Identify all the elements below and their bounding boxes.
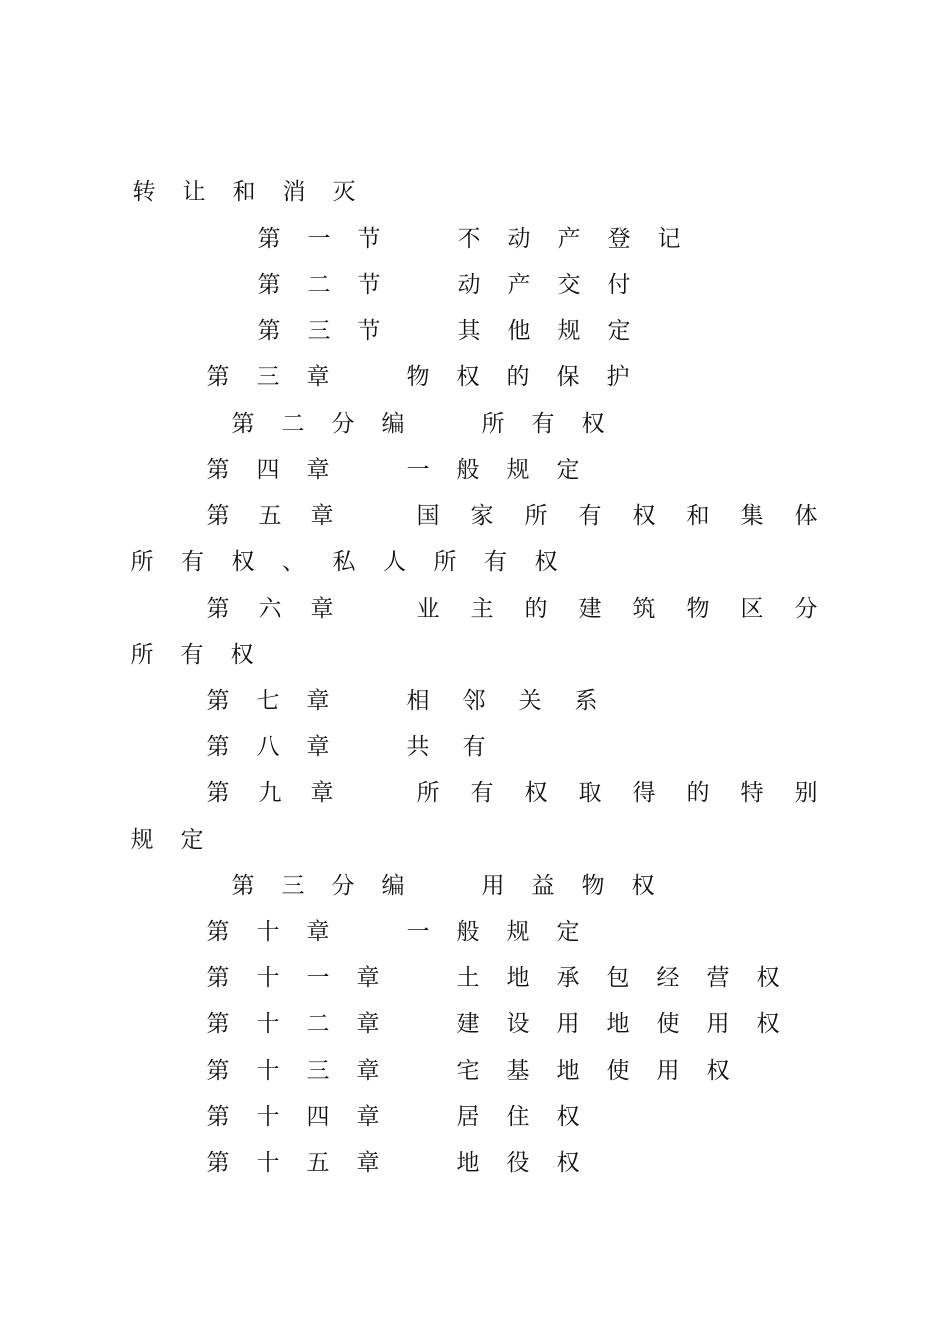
glyph: 规	[130, 827, 154, 853]
glyph: 第	[206, 364, 230, 390]
glyph: 有	[470, 780, 494, 806]
glyph: 国	[416, 503, 440, 529]
glyph: 动	[507, 226, 531, 252]
glyph: 第	[231, 873, 255, 899]
glyph: 所	[130, 549, 154, 575]
glyph: 三	[281, 873, 305, 899]
glyph: 三	[306, 1058, 330, 1084]
glyph: 居	[456, 1104, 480, 1130]
glyph: 十	[256, 919, 280, 945]
glyph: 七	[256, 688, 280, 714]
glyph: 取	[578, 780, 602, 806]
glyph: 土	[456, 965, 480, 991]
toc-line-continuation	[0, 826, 950, 872]
glyph: 权	[581, 411, 605, 437]
glyph: 规	[506, 919, 530, 945]
toc-chapter-line	[0, 502, 950, 548]
glyph: 灭	[332, 179, 356, 205]
glyph: 有	[462, 734, 486, 760]
toc-chapter-line	[0, 918, 950, 964]
glyph: 物	[406, 364, 430, 390]
glyph: 用	[656, 1058, 680, 1084]
glyph: 用	[556, 1011, 580, 1037]
glyph: 编	[381, 411, 405, 437]
glyph: 营	[706, 965, 730, 991]
glyph: 设	[506, 1011, 530, 1037]
glyph: 十	[256, 1150, 280, 1176]
glyph: 有	[531, 411, 555, 437]
glyph: 地	[506, 965, 530, 991]
glyph: 役	[506, 1150, 530, 1176]
toc-subpart-line	[0, 410, 950, 456]
glyph: 保	[556, 364, 580, 390]
glyph: 、	[282, 549, 305, 575]
glyph: 共	[406, 734, 430, 760]
glyph: 所	[130, 642, 154, 668]
glyph: 六	[258, 596, 282, 622]
glyph: 权	[456, 364, 480, 390]
glyph: 章	[356, 1011, 380, 1037]
glyph: 二	[281, 411, 305, 437]
glyph: 第	[206, 734, 230, 760]
glyph: 所	[524, 503, 548, 529]
glyph: 第	[206, 596, 230, 622]
glyph: 第	[206, 919, 230, 945]
glyph: 章	[306, 364, 330, 390]
toc-chapter-line	[0, 733, 950, 779]
glyph: 第	[206, 688, 230, 714]
toc-section-line	[0, 317, 950, 363]
glyph: 一	[307, 226, 331, 252]
glyph: 的	[686, 780, 710, 806]
glyph: 节	[357, 272, 381, 298]
glyph: 节	[357, 318, 381, 344]
glyph: 主	[470, 596, 494, 622]
glyph: 权	[534, 549, 558, 575]
glyph: 权	[230, 642, 254, 668]
glyph: 第	[257, 318, 281, 344]
glyph: 动	[457, 272, 481, 298]
glyph: 建	[456, 1011, 480, 1037]
glyph: 集	[740, 503, 764, 529]
glyph: 章	[306, 457, 330, 483]
glyph: 章	[306, 734, 330, 760]
glyph: 有	[180, 642, 204, 668]
toc-section-line	[0, 225, 950, 271]
glyph: 定	[556, 457, 580, 483]
glyph: 章	[356, 965, 380, 991]
glyph: 般	[456, 919, 480, 945]
glyph: 物	[581, 873, 605, 899]
glyph: 定	[607, 318, 631, 344]
glyph: 基	[506, 1058, 530, 1084]
glyph: 记	[657, 226, 681, 252]
glyph: 包	[606, 965, 630, 991]
glyph: 章	[310, 596, 334, 622]
glyph: 物	[686, 596, 710, 622]
glyph: 章	[356, 1104, 380, 1130]
glyph: 一	[406, 457, 430, 483]
toc-chapter-line	[0, 595, 950, 641]
glyph: 第	[231, 411, 255, 437]
glyph: 规	[557, 318, 581, 344]
glyph: 地	[556, 1058, 580, 1084]
glyph: 八	[256, 734, 280, 760]
glyph: 和	[232, 179, 256, 205]
glyph: 节	[357, 226, 381, 252]
glyph: 转	[132, 179, 156, 205]
glyph: 五	[306, 1150, 330, 1176]
glyph: 相	[406, 688, 430, 714]
toc-chapter-line	[0, 1010, 950, 1056]
toc-line-continuation	[0, 641, 950, 687]
glyph: 所	[433, 549, 457, 575]
glyph: 般	[456, 457, 480, 483]
glyph: 业	[416, 596, 440, 622]
glyph: 关	[518, 688, 542, 714]
glyph: 第	[206, 1150, 230, 1176]
toc-subpart-line	[0, 872, 950, 918]
glyph: 权	[706, 1058, 730, 1084]
toc-chapter-line	[0, 1103, 950, 1149]
glyph: 定	[180, 827, 204, 853]
glyph: 别	[794, 780, 818, 806]
glyph: 护	[606, 364, 630, 390]
glyph: 产	[557, 226, 581, 252]
glyph: 第	[206, 1011, 230, 1037]
glyph: 区	[740, 596, 764, 622]
glyph: 不	[457, 226, 481, 252]
toc-chapter-line	[0, 1057, 950, 1103]
glyph: 五	[258, 503, 282, 529]
glyph: 私	[332, 549, 356, 575]
glyph: 经	[656, 965, 680, 991]
glyph: 章	[306, 919, 330, 945]
glyph: 三	[256, 364, 280, 390]
toc-line-continuation	[0, 548, 950, 594]
glyph: 地	[456, 1150, 480, 1176]
glyph: 和	[686, 503, 710, 529]
glyph: 他	[507, 318, 531, 344]
glyph: 其	[457, 318, 481, 344]
toc-chapter-line	[0, 363, 950, 409]
glyph: 益	[531, 873, 555, 899]
glyph: 付	[607, 272, 631, 298]
glyph: 十	[256, 1011, 280, 1037]
glyph: 权	[556, 1150, 580, 1176]
glyph: 用	[481, 873, 505, 899]
glyph: 所	[481, 411, 505, 437]
glyph: 权	[631, 873, 655, 899]
glyph: 有	[181, 549, 204, 575]
glyph: 权	[756, 1011, 780, 1037]
glyph: 十	[256, 965, 280, 991]
toc-chapter-line	[0, 1149, 950, 1195]
glyph: 邻	[462, 688, 486, 714]
toc-section-line	[0, 271, 950, 317]
glyph: 定	[556, 919, 580, 945]
glyph: 二	[306, 1011, 330, 1037]
glyph: 的	[506, 364, 530, 390]
glyph: 权	[524, 780, 548, 806]
glyph: 第	[206, 780, 230, 806]
glyph: 筑	[632, 596, 656, 622]
glyph: 消	[282, 179, 306, 205]
glyph: 所	[416, 780, 440, 806]
glyph: 分	[794, 596, 818, 622]
glyph: 承	[556, 965, 580, 991]
toc-line-continuation	[0, 178, 950, 224]
toc-chapter-line	[0, 687, 950, 733]
glyph: 第	[206, 1058, 230, 1084]
glyph: 住	[506, 1104, 530, 1130]
toc-chapter-line	[0, 456, 950, 502]
glyph: 十	[256, 1104, 280, 1130]
glyph: 权	[231, 549, 255, 575]
glyph: 分	[331, 411, 355, 437]
glyph: 体	[794, 503, 818, 529]
glyph: 第	[206, 457, 230, 483]
glyph: 章	[356, 1150, 380, 1176]
glyph: 登	[607, 226, 631, 252]
glyph: 第	[206, 503, 230, 529]
glyph: 特	[740, 780, 764, 806]
glyph: 四	[306, 1104, 330, 1130]
glyph: 人	[383, 549, 406, 575]
glyph: 有	[484, 549, 507, 575]
glyph: 建	[578, 596, 602, 622]
glyph: 一	[406, 919, 430, 945]
glyph: 第	[257, 272, 281, 298]
glyph: 使	[606, 1058, 630, 1084]
glyph: 十	[256, 1058, 280, 1084]
glyph: 规	[506, 457, 530, 483]
toc-chapter-line	[0, 964, 950, 1010]
glyph: 章	[306, 688, 330, 714]
toc-chapter-line	[0, 779, 950, 825]
glyph: 权	[556, 1104, 580, 1130]
glyph: 交	[557, 272, 581, 298]
glyph: 权	[756, 965, 780, 991]
glyph: 第	[257, 226, 281, 252]
glyph: 章	[310, 503, 334, 529]
glyph: 让	[182, 179, 206, 205]
glyph: 第	[206, 1104, 230, 1130]
glyph: 分	[331, 873, 355, 899]
glyph: 的	[524, 596, 548, 622]
glyph: 产	[507, 272, 531, 298]
glyph: 用	[706, 1011, 730, 1037]
glyph: 九	[258, 780, 282, 806]
glyph: 有	[578, 503, 602, 529]
glyph: 地	[606, 1011, 630, 1037]
glyph: 第	[206, 965, 230, 991]
glyph: 家	[470, 503, 494, 529]
glyph: 章	[310, 780, 334, 806]
glyph: 宅	[456, 1058, 480, 1084]
glyph: 得	[632, 780, 656, 806]
glyph: 二	[307, 272, 331, 298]
glyph: 系	[574, 688, 598, 714]
glyph: 编	[381, 873, 405, 899]
glyph: 权	[632, 503, 656, 529]
glyph: 三	[307, 318, 331, 344]
glyph: 一	[306, 965, 330, 991]
glyph: 使	[656, 1011, 680, 1037]
glyph: 四	[256, 457, 280, 483]
glyph: 章	[356, 1058, 380, 1084]
